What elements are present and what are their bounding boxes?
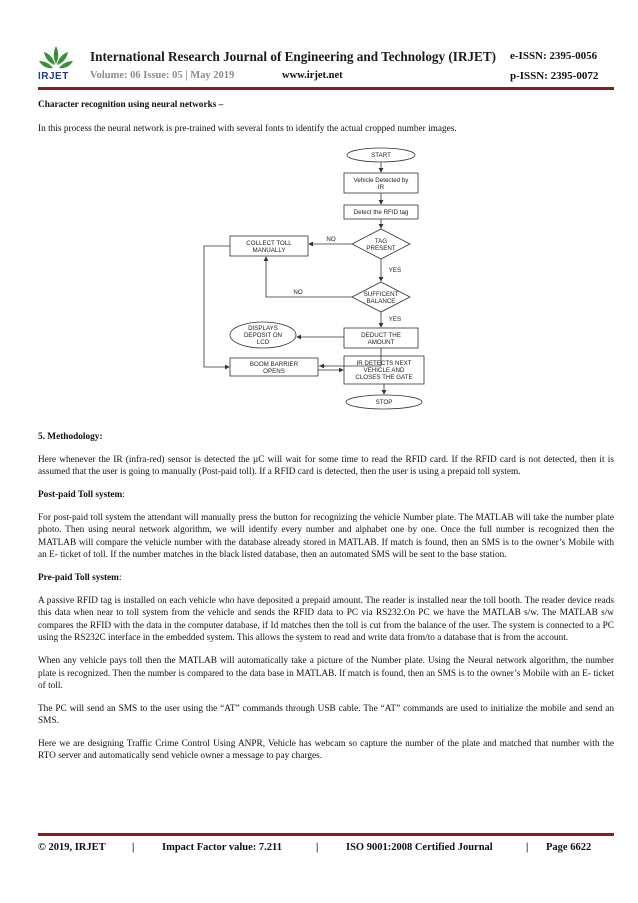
footer-divider	[38, 833, 614, 836]
header-divider	[38, 87, 614, 90]
displays-label-3: LCD	[256, 339, 270, 346]
no-label-1: NO	[326, 236, 336, 243]
journal-title: International Research Journal of Engineering and Technology (IRJET)	[90, 49, 497, 64]
tag-present-label-2: PRESENT	[366, 245, 396, 252]
methodology-text: Here whenever the IR (infra-red) sensor is detected the µC will wait for some time to read the RFID card. If the RFID card is not detected, then it is assumed that the user is going to manually (Post-paid toll). If a RFID card is detected, then the user is using a prepaid toll system.	[38, 454, 614, 478]
website-link[interactable]: www.irjet.net	[282, 70, 343, 81]
collect-toll-label-2: MANUALLY	[252, 247, 286, 254]
eissn: e-ISSN: 2395-0056	[510, 50, 598, 62]
boom-label-2: OPENS	[263, 368, 285, 375]
footer-iso: ISO 9001:2008 Certified Journal	[346, 842, 493, 853]
char-recognition-heading: Character recognition using neural networks –	[38, 100, 224, 110]
ir-detects-label-3: CLOSES THE GATE	[355, 374, 413, 381]
yes-label-1: YES	[388, 267, 402, 274]
footer-separator: |	[316, 842, 319, 853]
ir-detects-label-1: IR DETECTS NEXT	[356, 360, 412, 367]
vehicle-detected-label-2: IR	[377, 184, 385, 191]
char-recognition-text: In this process the neural network is pre-trained with several fonts to identify the actual cropped number images.	[38, 123, 457, 134]
footer-page-number: Page 6622	[546, 842, 592, 853]
prepaid-heading: Pre-paid Toll system	[38, 572, 119, 583]
start-label: START	[371, 152, 391, 159]
postpaid-text: For post-paid toll system the attendant will manually press the button for recognizing the vehicle Number plate. The MATLAB will take the number plate photo. Then using neural network algorithm, we will identify every number and alphabet one by one. Once the full number is recognized then the MATLAB will compare the vehicle number with the database already stored in MATLAB. If match is found, then an SMS is to the owner’s Mobile with an E- ticket of toll. If the number matches in the black listed database, then an automated SMS will be sent to the base station.	[38, 512, 614, 561]
footer-separator: |	[132, 842, 135, 853]
toll-flowchart	[196, 144, 446, 422]
prepaid-text-3: The PC will send an SMS to the user using the “AT” commands through USB cable. The “AT” commands are used to initialize the mobile and send an SMS.	[38, 703, 614, 727]
prepaid-text-2: When any vehicle pays toll then the MATLAB will automatically take a picture of the Number plate. Using the Neural network algorithm, the number plate is recognized. Then the number is compared to the data base in MATLAB. If match is found, then an SMS is to the owner’s Mobile with an E- ticket of toll.	[38, 655, 614, 692]
detect-rfid-label: Detect the RFID tag	[353, 209, 409, 216]
ir-detects-label-2: VEHICLE AND	[363, 367, 405, 374]
displays-label-2: DEPOSIT ON	[243, 332, 283, 339]
volume-info: Volume: 06 Issue: 05 | May 2019	[90, 70, 235, 81]
footer-separator: |	[526, 842, 529, 853]
footer-copyright: © 2019, IRJET	[38, 842, 106, 853]
sufficient-label-1: SUFFICENT	[363, 291, 399, 298]
collect-toll-label-1: COLLECT TOLL	[246, 240, 292, 247]
prepaid-text-4: Here we are designing Traffic Crime Control Using ANPR, Vehicle has webcam so capture the number of the plate and matched that number with the RTO server and automatically send vehicle owner a message to pay charges.	[38, 738, 614, 762]
no-label-2: NO	[293, 289, 303, 296]
sufficient-label-2: BALANCE	[366, 298, 396, 305]
logo-text: IRJET	[38, 71, 69, 82]
displays-label-1: DISPLAYS	[248, 325, 278, 332]
postpaid-heading-line: Post-paid Toll system:	[38, 489, 125, 500]
yes-label-2: YES	[388, 316, 402, 323]
footer-impact-factor: Impact Factor value: 7.211	[162, 842, 282, 853]
boom-label-1: BOOM BARRIER	[249, 361, 299, 368]
vehicle-detected-label-1: Vehicle Detected by	[353, 177, 409, 184]
prepaid-heading-line: Pre-paid Toll system:	[38, 572, 122, 583]
postpaid-heading: Post-paid Toll system	[38, 489, 123, 500]
deduct-label-2: AMOUNT	[367, 339, 395, 346]
methodology-heading: 5. Methodology:	[38, 432, 103, 443]
page-header	[0, 0, 638, 92]
prepaid-text-1: A passive RFID tag is installed on each vehicle who have deposited a prepaid amount. The reader is installed near the toll booth. The reader device reads this data when near to toll system from the vehicle and sends the RFID data to PC via RS232.On PC we have the MATLAB s/w. The MATLAB s/w compares the RFID with the data in the computer database, if Id matches then the toll is cut from the balance of the user. The system is connected to a PC using the RS232C interface in the embedded system. This allows the system to read and write data from/to a database that is from the account.	[38, 595, 614, 644]
tag-present-label-1: TAG	[374, 238, 388, 245]
deduct-label-1: DEDUCT THE	[361, 332, 401, 339]
stop-label: STOP	[375, 399, 393, 406]
pissn: p-ISSN: 2395-0072	[510, 70, 599, 82]
